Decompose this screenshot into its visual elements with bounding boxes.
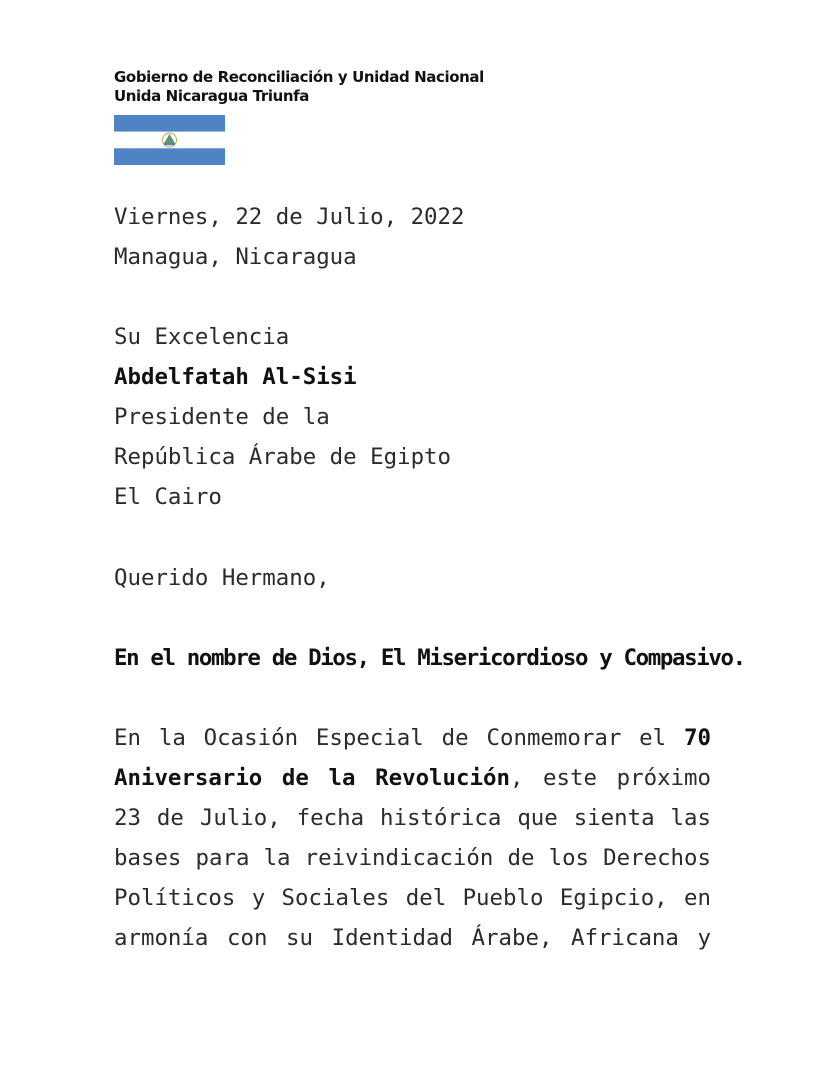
recipient-honorific: Su Excelencia bbox=[114, 324, 290, 350]
body-line bbox=[114, 725, 711, 751]
recipient-title-line1: Presidente de la bbox=[114, 404, 330, 430]
government-slogan: Unida Nicaragua Triunfa bbox=[114, 87, 309, 105]
letter-place: Managua, Nicaragua bbox=[114, 244, 357, 270]
greeting: Querido Hermano, bbox=[114, 565, 330, 591]
body-line: armonía con su Identidad Árabe, Africana y bbox=[114, 925, 711, 951]
letterhead bbox=[114, 68, 484, 106]
body-text: En la Ocasión Especial de Conmemorar el bbox=[114, 725, 685, 751]
recipient-name: Abdelfatah Al-Sisi bbox=[114, 364, 357, 390]
anniversary-title: Aniversario de la Revolución bbox=[114, 765, 510, 791]
body-line: bases para la reivindicación de los Derechos bbox=[114, 845, 711, 871]
recipient-title-line2: República Árabe de Egipto bbox=[114, 444, 452, 470]
body-text: , este próximo bbox=[509, 765, 711, 791]
body-line: Políticos y Sociales del Pueblo Egipcio, en bbox=[114, 885, 711, 911]
body-line: 23 de Julio, fecha histórica que sienta las bbox=[114, 805, 711, 831]
recipient-city: El Cairo bbox=[114, 484, 222, 510]
nicaragua-flag-icon bbox=[114, 115, 225, 165]
letter-date: Viernes, 22 de Julio, 2022 bbox=[114, 204, 465, 230]
anniversary-number: 70 bbox=[684, 725, 711, 751]
invocation: En el nombre de Dios, El Misericordioso y Compasivo. bbox=[114, 645, 745, 671]
body-line bbox=[114, 765, 711, 791]
government-name: Gobierno de Reconciliación y Unidad Nacional bbox=[114, 68, 484, 86]
